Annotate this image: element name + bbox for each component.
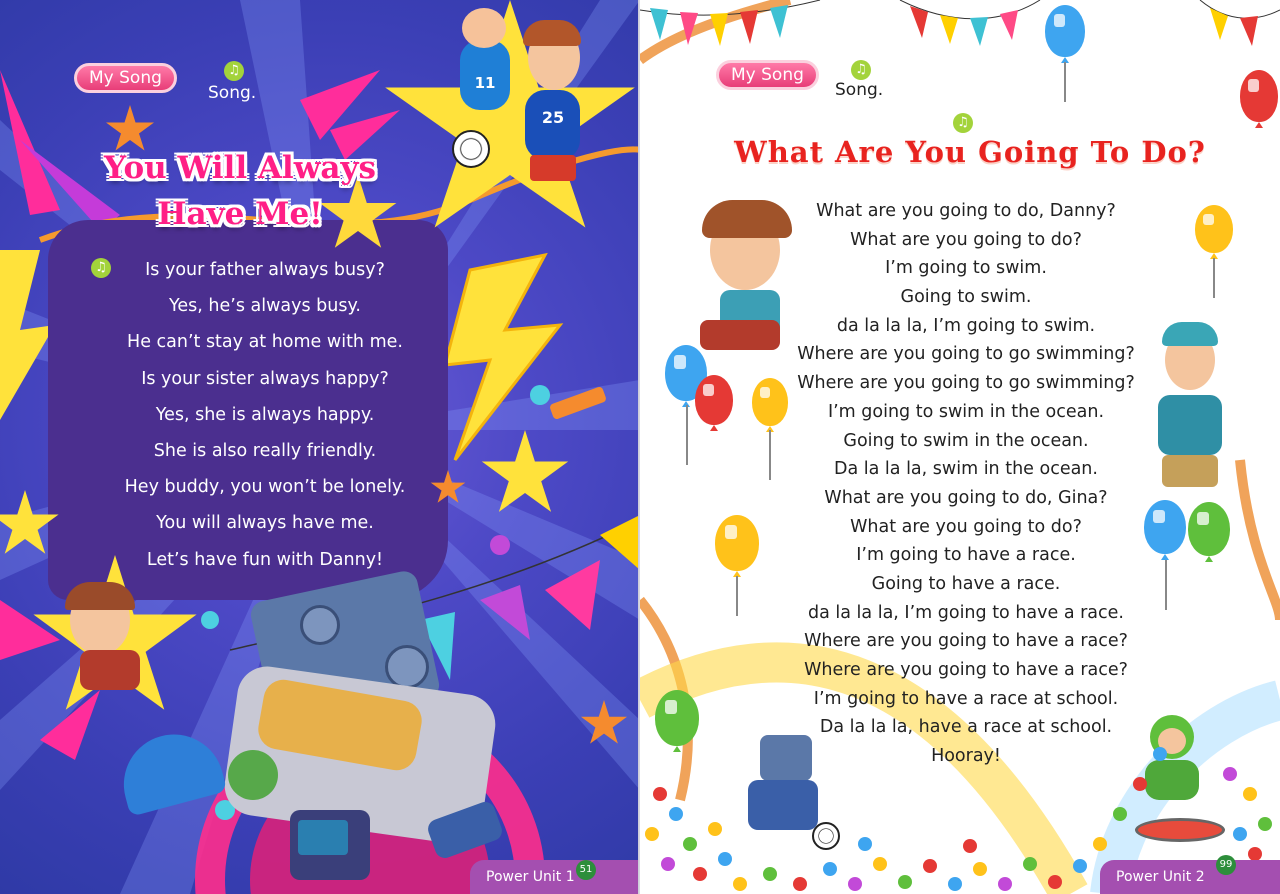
jersey-number-11: 11 [474,74,496,92]
lyric-line: Yes, she is always happy. [155,404,375,425]
music-note-icon: ♫ [851,60,871,80]
my-song-tag: My Song [74,63,177,93]
lyric-line: I’m going to swim in the ocean. [827,401,1105,422]
my-song-tag: My Song [716,60,819,90]
footer-unit-label [470,860,640,894]
music-note-icon: ♫ [224,61,244,81]
balloon-blue [1045,5,1085,57]
balloon-yellow [715,515,759,571]
lyric-line: Where are you going to go swimming? [797,373,1135,394]
music-note-icon: ♫ [91,258,111,278]
lyrics [100,256,430,582]
lyric-line: What are you going to do? [850,229,1082,250]
lyrics [780,198,1152,772]
song-label: Song. [835,80,884,100]
lyric-line: I’m going to have a race at school. [813,688,1119,709]
lyric-line: Hey buddy, you won’t be lonely. [124,477,406,498]
balloon-yellow [1195,205,1233,253]
lyric-line: da la la la, I’m going to have a race. [808,602,1124,623]
title-line-1: You Will Always [104,150,376,186]
lyric-line: I’m going to have a race. [856,545,1076,566]
lyric-line: Where are you going to have a race? [804,631,1128,652]
balloon-red [695,375,733,425]
lyric-line: Yes, he’s always busy. [169,296,361,317]
soccer-ball [452,130,490,168]
lyric-line: You will always have me. [156,513,374,534]
lyric-line: Is your father always busy? [145,260,385,280]
lyric-line: Going to have a race. [871,573,1061,594]
lyric-line: da la la la, I’m going to swim. [836,315,1096,336]
page-number: 51 [576,860,596,880]
lyric-line: Going to swim in the ocean. [843,430,1089,451]
music-note-icon: ♫ [953,113,973,133]
title-line-2: Have Me! [157,196,323,232]
song-title: What Are You Going To Do? [734,135,1206,169]
lyric-line: Where are you going to have a race? [804,660,1128,680]
lyric-line: Let’s have fun with Danny! [146,549,384,570]
lyric-line: Is your sister always happy? [141,368,389,389]
lyric-line: Da la la la, have a race at school. [819,717,1113,738]
lyric-line: She is also really friendly. [153,440,377,461]
lyric-line: Da la la la, swim in the ocean. [834,459,1098,480]
unit-label: Power Unit 2 [1116,869,1205,885]
footer-unit-label [1100,860,1280,894]
lyric-line: Going to swim. [900,287,1032,308]
lyric-line: Hooray! [931,746,1001,767]
lyric-line: What are you going to do, Gina? [824,487,1108,508]
jersey-number-25: 25 [541,108,565,127]
lyric-line: He can’t stay at home with me. [127,332,403,353]
song-label: Song. [208,83,257,103]
balloon-red [1240,70,1278,122]
lyric-line: What are you going to do? [850,516,1082,537]
song-title [60,145,420,237]
unit-label: Power Unit 1 [486,869,575,885]
balloon-green [1188,502,1230,556]
page-number: 99 [1216,855,1236,875]
lyric-line: What are you going to do, Danny? [816,201,1116,221]
lyric-line: Where are you going to go swimming? [797,344,1135,365]
lyric-line: I’m going to swim. [885,258,1047,279]
